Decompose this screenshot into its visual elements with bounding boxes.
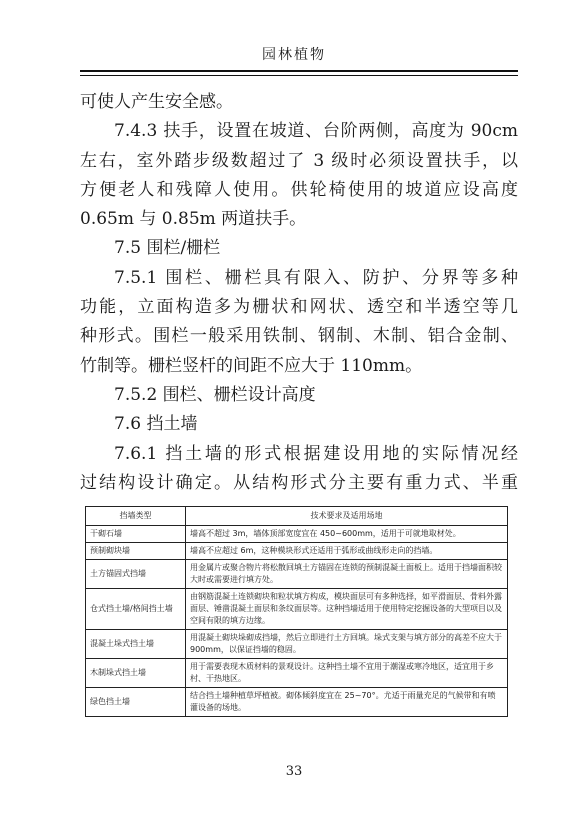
table-header-desc: 技术要求及适用场地	[186, 507, 508, 526]
text-line: 7.5 围栏/栅栏	[114, 238, 221, 259]
table-row	[86, 589, 508, 630]
table-row	[86, 630, 508, 659]
header-rule-thick	[80, 70, 518, 72]
table-row	[86, 688, 508, 717]
table-row	[86, 659, 508, 688]
text-line: 竹制等。栅栏竖杆的间距不应大于 110mm。	[80, 355, 423, 376]
retaining-wall-table	[85, 506, 508, 717]
text-line: 过结构设计确定。从结构形式分主要有重力式、半重	[80, 472, 518, 493]
table-row	[86, 526, 508, 543]
text-line: 7.5.1 围栏、栅栏具有限入、防护、分界等多种	[114, 267, 518, 288]
text-line: 7.6.1 挡土墙的形式根据建设用地的实际情况经	[114, 443, 518, 464]
table-row	[86, 543, 508, 560]
table-header-row	[86, 507, 508, 526]
table-row	[86, 560, 508, 589]
requirements-cell: 结合挡土墙种植草坪植被。砌体倾斜度宜在 25~70°。尤适于雨量充足的气候带和有喷灌设备的场地。	[186, 688, 508, 717]
wall-type-cell: 绿色挡土墙	[86, 688, 186, 717]
wall-type-cell: 混凝土垛式挡土墙	[86, 630, 186, 659]
text-line: 7.5.2 围栏、栅栏设计高度	[114, 384, 316, 405]
requirements-cell: 用混凝土砌块垛砌成挡墙，然后立即进行土方回填。垛式支架与填方部分的高差不应大于 900mm，以保证挡墙的稳固。	[186, 630, 508, 659]
wall-type-cell: 木制垛式挡土墙	[86, 659, 186, 688]
wall-type-cell: 干砌石墙	[86, 526, 186, 543]
requirements-cell: 用金属片或聚合物片将松散回填土方锚固在连锁的预制混凝土面板上。适用于挡墙面积较大时或需要进行填方处。	[186, 560, 508, 589]
table-header-type: 挡墙类型	[86, 507, 186, 526]
requirements-cell: 墙高不应超过 6m，这种模块形式还适用于弧形或曲线形走向的挡墙。	[186, 543, 508, 560]
text-line: 7.6 挡土墙	[114, 414, 198, 435]
text-line: 7.4.3 扶手，设置在坡道、台阶两侧，高度为 90cm	[114, 121, 518, 142]
requirements-cell: 用于需要表现木质材料的景观设计。这种挡土墙不宜用于潮湿或寒冷地区，适宜用于乡村、干热地区。	[186, 659, 508, 688]
wall-type-cell: 仓式挡土墙/格间挡土墙	[86, 589, 186, 630]
text-line: 可使人产生安全感。	[80, 92, 233, 112]
requirements-cell: 由钢筋混凝土连锁砌块和粒状填方构成，模块面层可有多种选择，如平滑面层、骨料外露面层、锤凿混凝土面层和条纹面层等。这种挡墙适用于使用特定挖掘设备的大型项目以及空间有限的填方边缘。	[186, 589, 508, 630]
text-line: 种形式。围栏一般采用铁制、钢制、木制、铝合金制、	[80, 326, 518, 347]
page-number: 33	[285, 764, 303, 779]
body-text	[80, 88, 518, 498]
header-rule-thin	[80, 75, 518, 76]
wall-type-cell: 土方锚固式挡墙	[86, 560, 186, 589]
text-line: 方便老人和残障人使用。供轮椅使用的坡道应设高度	[80, 179, 518, 200]
text-line: 左右，室外踏步级数超过了 3 级时必须设置扶手，以	[80, 150, 518, 171]
text-line: 功能，立面构造多为栅状和网状、透空和半透空等几	[80, 297, 518, 318]
text-line: 0.65m 与 0.85m 两道扶手。	[80, 209, 307, 230]
requirements-cell: 墙高不超过 3m，墙体顶部宽度宜在 450~600mm，适用于可就地取材处。	[186, 526, 508, 543]
running-header: 园林植物	[262, 47, 326, 63]
wall-type-cell: 预制砌块墙	[86, 543, 186, 560]
